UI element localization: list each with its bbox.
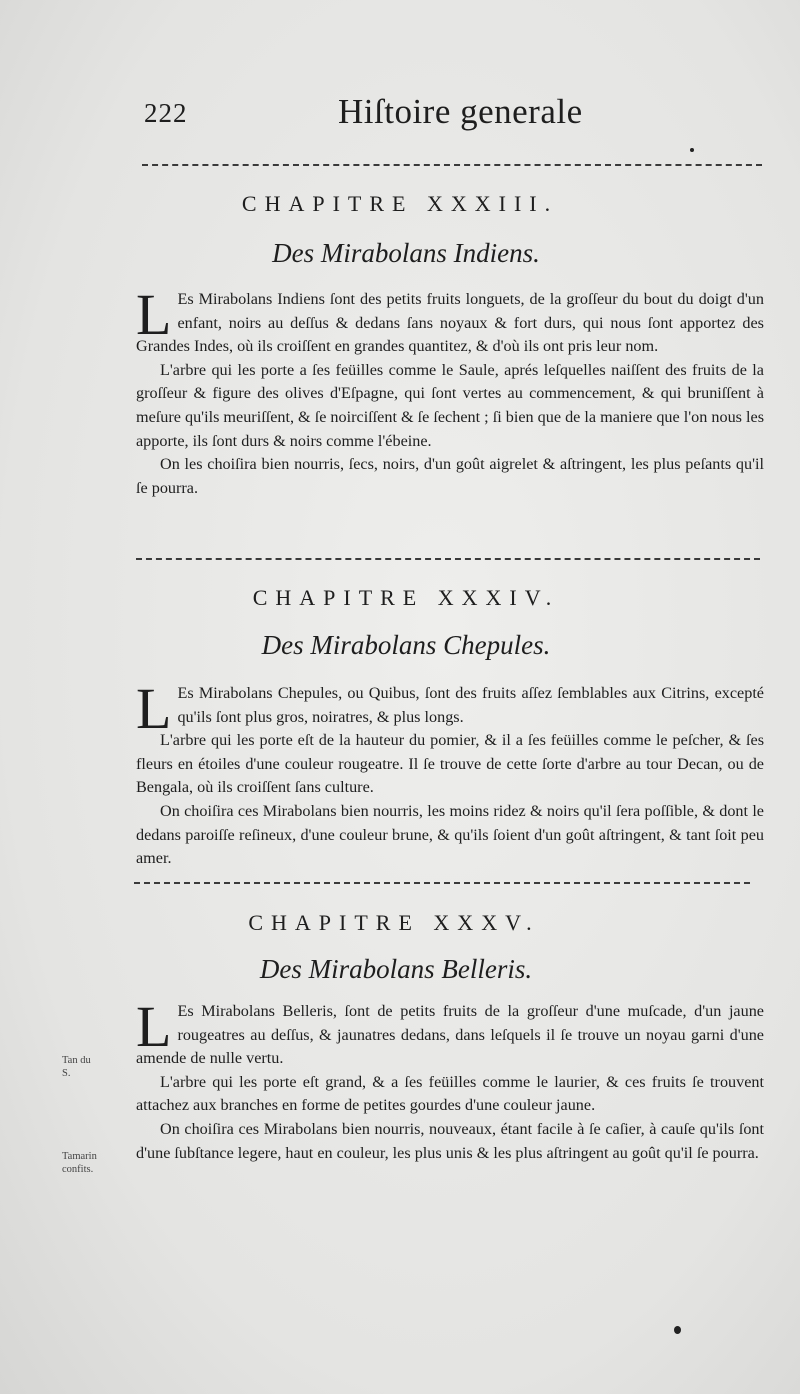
- chapter-heading: CHAPITRE XXXV.: [248, 910, 540, 935]
- chapter-body: [136, 994, 764, 1165]
- paragraph: On les choiſira bien nourris, ſecs, noirs, d'un goût aigrelet & aſtringent, les plus peſants qu'il ſe pourra.: [136, 455, 764, 497]
- paragraph: [136, 676, 764, 741]
- section-rule: [136, 558, 760, 560]
- chapter-heading: CHAPITRE XXXIII.: [241, 191, 559, 216]
- paragraph-text: Es Mirabolans Chepules, ou Quibus, ſont des fruits aſſez ſemblables aux Citrins, excepté qu'ils ſont plus gros, noiratres, & plus longs.: [177, 684, 764, 726]
- paragraph: On choiſira ces Mirabolans bien nourris, les moins ridez & noirs qu'il ſera poſſible, & dont le dedans paroiſſe reſineux, d'une couleur brune, & qu'ils ſoient d'un goût aſtringent, & tant ſoit peu amer.: [136, 801, 764, 868]
- paragraph: L'arbre qui les porte eſt de la hauteur du pomier, & il a ſes feüilles comme le peſcher, & ſes fleurs en étoiles d'une couleur rougeatre. Il ſe trouve de cette ſorte d'arbre au tour Decan, ou de Bengala, où ils croiſſent ſans culture.: [136, 731, 764, 797]
- chapter-title: Des Mirabolans Indiens.: [272, 238, 540, 268]
- chapter-title: Des Mirabolans Belleris.: [259, 954, 533, 984]
- paragraph-text: Es Mirabolans Indiens ſont des petits fruits longuets, de la groſſeur du bout du doigt d'un enfant, noirs au deſſus & dedans ſans noyaux & fort durs, qui nous ſont apportez des Grandes Indes, où ils croiſſent en grandes quantitez, & d'où ils ont pris leur nom.: [136, 290, 764, 356]
- ink-speck: [674, 1326, 681, 1334]
- chapter-title: Des Mirabolans Chepules.: [261, 630, 551, 660]
- drop-cap: L: [136, 994, 172, 1059]
- running-title: Hiſtoire generale: [338, 92, 583, 131]
- margin-note: Tan du S.: [62, 1055, 91, 1079]
- page-header: [140, 92, 760, 142]
- ink-speck: [690, 148, 694, 152]
- section-rule: [134, 882, 750, 884]
- header-rule: [142, 164, 762, 166]
- paragraph-text: Es Mirabolans Belleris, ſont de petits fruits de la groſſeur d'une muſcade, d'un jaune rougeatres au deſſus, & jaunatres dedans, dans leſquels il ſe trouve un noyau garni d'une amende de nulle vertu.: [136, 1002, 764, 1068]
- chapter-heading: CHAPITRE XXXIV.: [252, 585, 560, 610]
- paragraph: L'arbre qui les porte eſt grand, & a ſes feüilles comme le laurier, & ces fruits ſe trouvent attachez aux branches en forme de petites gourdes d'une couleur jaune.: [136, 1072, 764, 1115]
- page-number: 222: [144, 98, 188, 128]
- chapter-body: [136, 676, 764, 871]
- paragraph: On choiſira ces Mirabolans bien nourris, nouveaux, étant facile à ſe caſier, à cauſe qu'ils ſont d'une ſubſtance legere, haut en couleur, les plus unis & les plus aſtringent au goût qu'il ſe pourra.: [136, 1119, 764, 1162]
- drop-cap: L: [136, 282, 172, 347]
- drop-cap: L: [136, 676, 172, 741]
- margin-note: Tamarin confits.: [62, 1151, 97, 1175]
- paragraph: L'arbre qui les porte a ſes feüilles comme le Saule, aprés leſquelles naiſſent des fruits de la groſſeur & figure des olives d'Eſpagne, qui ſont vertes au commencement, & qui bruniſſent à meſure qu'ils meuriſſent, & ſe noirciſſent & ſe ſechent ; ſi bien que de la maniere que l'on nous les apporte, ils ſont durs & noirs comme l'ébeine.: [136, 360, 764, 450]
- chapter-body: [136, 282, 764, 500]
- paragraph: [136, 994, 764, 1071]
- paragraph: [136, 282, 764, 359]
